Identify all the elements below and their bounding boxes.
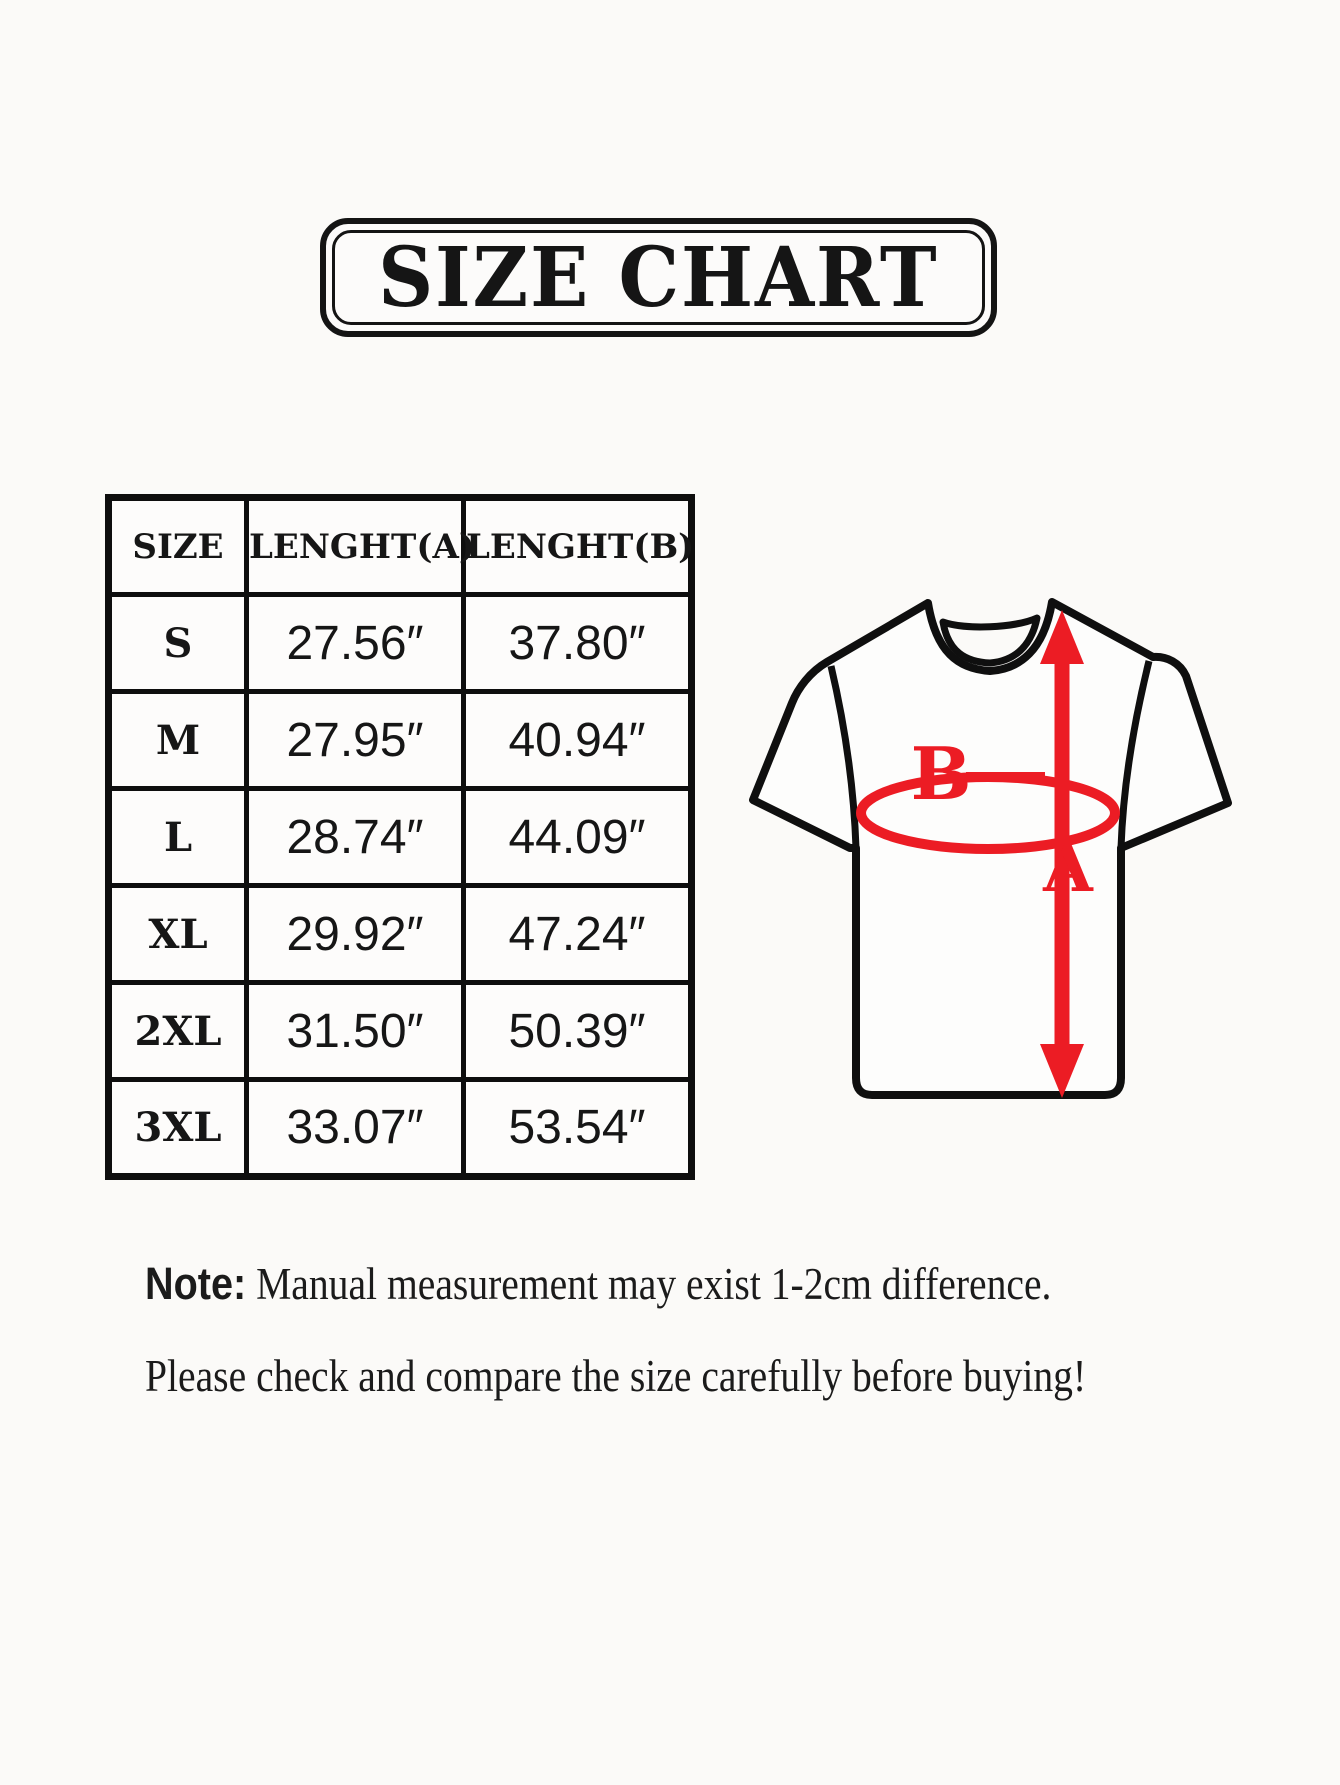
table-row <box>109 692 692 789</box>
length-a-cell: 29.92″ <box>247 886 464 983</box>
length-a-cell: 33.07″ <box>247 1080 464 1177</box>
column-header-size: SIZE <box>109 498 247 595</box>
tshirt-diagram <box>700 560 1260 1120</box>
table-row <box>109 789 692 886</box>
size-table <box>105 494 695 1180</box>
size-cell: S <box>109 595 247 692</box>
length-b-cell: 50.39″ <box>464 983 692 1080</box>
size-cell: L <box>109 789 247 886</box>
note-line-1 <box>145 1258 1051 1310</box>
length-b-cell: 47.24″ <box>464 886 692 983</box>
note-prefix: Note: <box>145 1258 247 1309</box>
length-b-cell: 37.80″ <box>464 595 692 692</box>
size-cell: 2XL <box>109 983 247 1080</box>
length-b-cell: 44.09″ <box>464 789 692 886</box>
length-b-cell: 40.94″ <box>464 692 692 789</box>
size-cell: XL <box>109 886 247 983</box>
note-text-2: Please check and compare the size carefully before buying! <box>145 1351 1087 1401</box>
length-b-cell: 53.54″ <box>464 1080 692 1177</box>
note-line-2 <box>145 1350 1086 1402</box>
table-row <box>109 983 692 1080</box>
column-header-length-b: LENGHT(B) <box>464 498 692 595</box>
length-a-cell: 27.56″ <box>247 595 464 692</box>
column-header-length-a: LENGHT(A) <box>247 498 464 595</box>
length-a-cell: 28.74″ <box>247 789 464 886</box>
title-box <box>320 218 997 337</box>
table-header-row <box>109 498 692 595</box>
title-box-inner-border <box>332 230 985 325</box>
measure-label-b: B <box>910 731 972 816</box>
note-text-1: Manual measurement may exist 1-2cm difference. <box>246 1259 1052 1309</box>
measure-label-a: A <box>1043 832 1093 907</box>
table-row <box>109 886 692 983</box>
length-a-cell: 27.95″ <box>247 692 464 789</box>
size-cell: 3XL <box>109 1080 247 1177</box>
table-row <box>109 595 692 692</box>
length-a-cell: 31.50″ <box>247 983 464 1080</box>
size-cell: M <box>109 692 247 789</box>
table-row <box>109 1080 692 1177</box>
page-title: SIZE CHART <box>378 229 939 326</box>
